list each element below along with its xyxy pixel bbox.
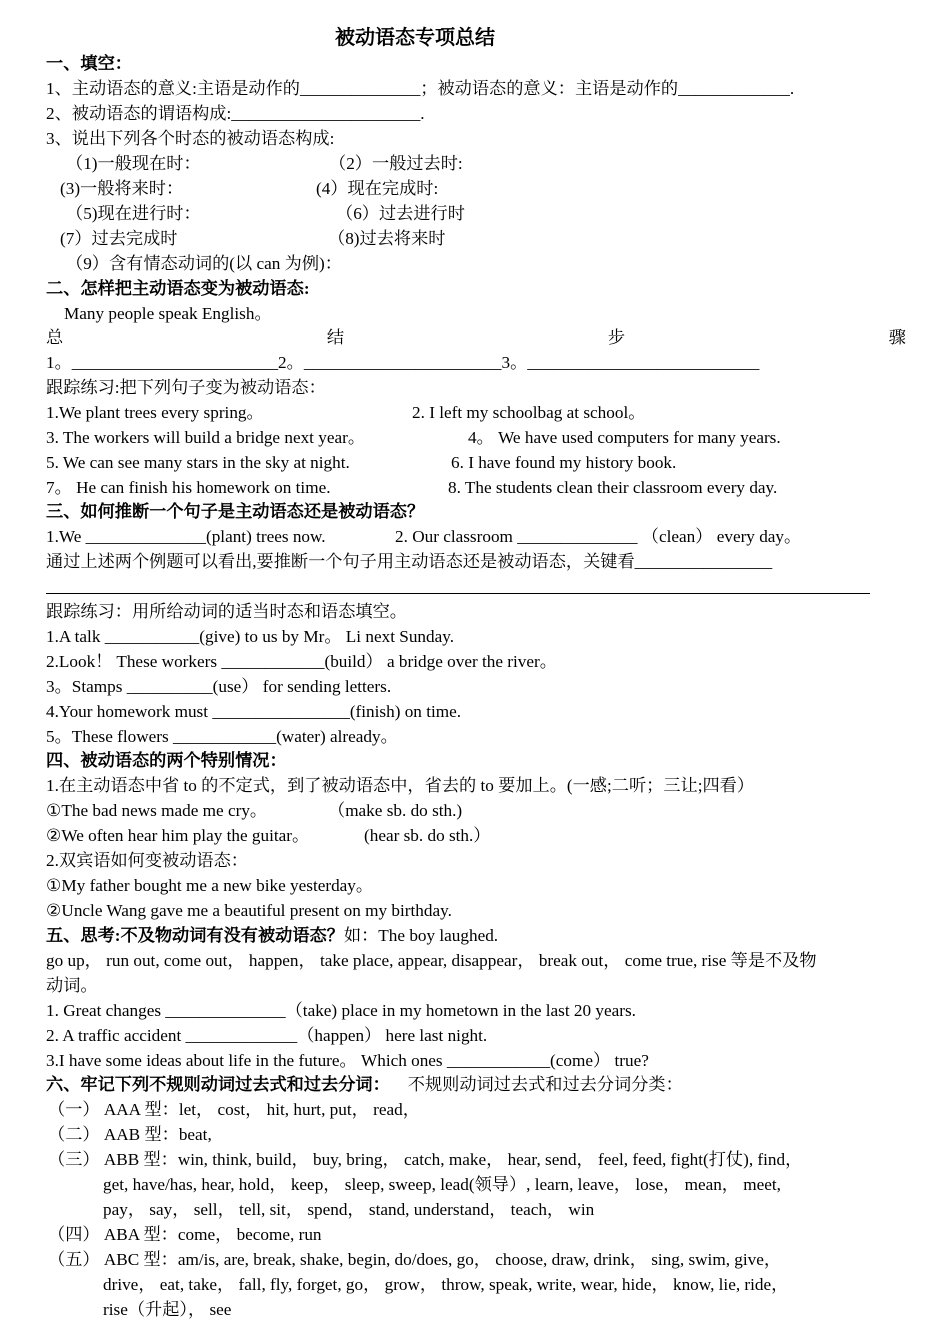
s3-practice-instruction: 跟踪练习：用所给动词的适当时态和语态填空。 bbox=[46, 602, 407, 621]
s3-practice-1: 1.A talk ___________(give) to us by Mr。 Li next Sunday. bbox=[46, 627, 455, 646]
section-6-subheading: 不规则动词过去式和过去分词分类： bbox=[407, 1075, 683, 1094]
s2-practice-8: 8. The students clean their classroom every day. bbox=[448, 478, 778, 497]
s3-example-2: 2. Our classroom ______________ （clean） every day。 bbox=[395, 527, 802, 546]
tense-simple-future: (3)一般将来时： bbox=[60, 179, 184, 198]
s2-practice-5: 5. We can see many stars in the sky at night. bbox=[46, 453, 350, 472]
s2-practice-row-2 bbox=[46, 426, 910, 451]
section-6-heading-line bbox=[46, 1073, 910, 1098]
verb-group-aba: （四） ABA 型：come， become, run bbox=[48, 1225, 322, 1244]
s2-summary-steps-label bbox=[46, 326, 906, 351]
tense-row-3 bbox=[46, 202, 910, 227]
s5-intransitive-list-2: 动词。 bbox=[46, 976, 98, 995]
s4-rule-1: 1.在主动语态中省 to 的不定式，到了被动语态中，省去的 to 要加上。(一感;二听；三让;四看） bbox=[46, 776, 755, 795]
s5-practice-2: 2. A traffic accident _____________（happen） here last night. bbox=[46, 1026, 488, 1045]
s5-practice-3: 3.I have some ideas about life in the future。 Which ones ____________(come） true? bbox=[46, 1051, 649, 1070]
tense-row-1 bbox=[46, 152, 910, 177]
tense-row-4 bbox=[46, 227, 910, 252]
verb-group-aaa: （一） AAA 型：let， cost， hit, hurt, put， read， bbox=[48, 1100, 420, 1119]
section-4-heading: 四、被动语态的两个特别情况： bbox=[46, 751, 287, 770]
verb-group-aab: （二） AAB 型：beat, bbox=[48, 1125, 212, 1144]
verb-group-abb-2: get, have/has, hear, hold， keep， sleep, sweep, lead(领导）, learn, leave， lose， mean， meet, bbox=[103, 1175, 781, 1194]
section-1-heading: 一、填空： bbox=[46, 54, 132, 73]
s1-question-3: 3、说出下列各个时态的被动语态构成: bbox=[46, 129, 335, 148]
s4-example-b: ②We often hear him play the guitar。 bbox=[46, 826, 310, 845]
tense-future-in-past: （8)过去将来时 bbox=[328, 229, 446, 248]
s4-example-a-note: （make sb. do sth.) bbox=[328, 801, 463, 820]
summary-char-2: 结 bbox=[326, 328, 345, 347]
s4-rule-1-example-a bbox=[46, 799, 910, 824]
section-3-heading: 三、如何推断一个句子是主动语态还是被动语态？ bbox=[46, 502, 425, 521]
s2-practice-instruction: 跟踪练习:把下列句子变为被动语态： bbox=[46, 378, 326, 397]
summary-char-3: 步 bbox=[607, 328, 626, 347]
s3-practice-5: 5。These flowers ____________(water) already。 bbox=[46, 727, 398, 746]
verb-group-abc-2: drive， eat, take， fall, fly, forget, go， grow， throw, speak, write, wear, hide， know, lie, ride， bbox=[103, 1275, 789, 1294]
s2-practice-2: 2. I left my schoolbag at school。 bbox=[412, 403, 646, 422]
s4-example-a: ①The bad news made me cry。 bbox=[46, 801, 268, 820]
verb-group-abb-1: （三） ABB 型：win, think, build， buy, bring， catch, make， hear, send， feel, feed, fight(打仗), find， bbox=[48, 1150, 803, 1169]
s2-practice-row-4 bbox=[46, 476, 910, 501]
s3-key-question: 通过上述两个例题可以看出,要推断一个句子用主动语态还是被动语态，关键看________________ bbox=[46, 552, 773, 571]
s4-rule-2: 2.双宾语如何变被动语态： bbox=[46, 851, 248, 870]
summary-char-4: 骤 bbox=[888, 328, 906, 347]
summary-char-1: 总 bbox=[46, 328, 64, 347]
s2-example-sentence: Many people speak English。 bbox=[64, 304, 272, 323]
tense-past-continuous: （6）过去进行时 bbox=[336, 204, 465, 223]
verb-group-abc-1: （五） ABC 型：am/is, are, break, shake, begin, do/does, go， choose, draw, drink， sing, swim, give， bbox=[48, 1250, 782, 1269]
s5-intransitive-list-1: go up， run out, come out， happen， take place, appear, disappear， break out， come true, rise 等是不及物 bbox=[46, 951, 817, 970]
s2-practice-4: 4。 We have used computers for many years. bbox=[468, 428, 781, 447]
s2-practice-6: 6. I have found my history book. bbox=[451, 453, 677, 472]
s3-example-1: 1.We ______________(plant) trees now. bbox=[46, 527, 326, 546]
tense-present-perfect: (4）现在完成时: bbox=[316, 179, 439, 198]
tense-present-continuous: （5)现在进行时： bbox=[66, 204, 201, 223]
tense-simple-present: （1)一般现在时： bbox=[66, 154, 201, 173]
s5-practice-1: 1. Great changes ______________（take) place in my hometown in the last 20 years. bbox=[46, 1001, 636, 1020]
s4-rule-2-example-b: ②Uncle Wang gave me a beautiful present on my birthday. bbox=[46, 901, 452, 920]
section-2-heading: 二、怎样把主动语态变为被动语态: bbox=[46, 279, 310, 298]
s1-question-2: 2、被动语态的谓语构成:______________________. bbox=[46, 104, 425, 123]
verb-group-abc-3: rise（升起）， see bbox=[103, 1300, 232, 1319]
s3-practice-2: 2.Look！ These workers ____________(build） a bridge over the river。 bbox=[46, 652, 557, 671]
s2-practice-3: 3. The workers will build a bridge next year。 bbox=[46, 428, 366, 447]
section-5-heading: 五、思考:不及物动词有没有被动语态？ bbox=[46, 926, 344, 945]
tense-simple-past: （2）一般过去时: bbox=[329, 154, 463, 173]
section-6-heading: 六、牢记下列不规则动词过去式和过去分词： bbox=[46, 1075, 390, 1094]
section-5-heading-line bbox=[46, 924, 910, 949]
tense-modal: （9）含有情态动词的(以 can 为例)： bbox=[66, 254, 342, 273]
s2-practice-row-3 bbox=[46, 451, 910, 476]
s2-practice-7: 7。 He can finish his homework on time. bbox=[46, 478, 331, 497]
s3-practice-3: 3。Stamps __________(use） for sending letters. bbox=[46, 677, 392, 696]
s1-question-1: 1、主动语态的意义:主语是动作的______________；被动语态的意义：主语是动作的_____________. bbox=[46, 79, 795, 98]
page-title: 被动语态专项总结 bbox=[335, 27, 495, 49]
s3-example-row bbox=[46, 525, 910, 550]
s2-practice-1: 1.We plant trees every spring。 bbox=[46, 403, 264, 422]
s4-example-b-note: (hear sb. do sth.） bbox=[364, 826, 491, 845]
s2-practice-row-1 bbox=[46, 401, 910, 426]
section-5-example: 如：The boy laughed. bbox=[343, 926, 499, 945]
s4-rule-2-example-a: ①My father bought me a new bike yesterday。 bbox=[46, 876, 374, 895]
tense-row-2 bbox=[46, 177, 910, 202]
s3-practice-4: 4.Your homework must ________________(finish) on time. bbox=[46, 702, 462, 721]
verb-group-abb-3: pay， say， sell， tell, sit， spend， stand, understand， teach， win bbox=[103, 1200, 595, 1219]
s4-rule-1-example-b bbox=[46, 824, 910, 849]
answer-line bbox=[46, 593, 870, 594]
s2-step-blanks: 1。________________________2。_______________________3。___________________________ bbox=[46, 353, 760, 372]
tense-past-perfect: (7）过去完成时 bbox=[60, 229, 178, 248]
